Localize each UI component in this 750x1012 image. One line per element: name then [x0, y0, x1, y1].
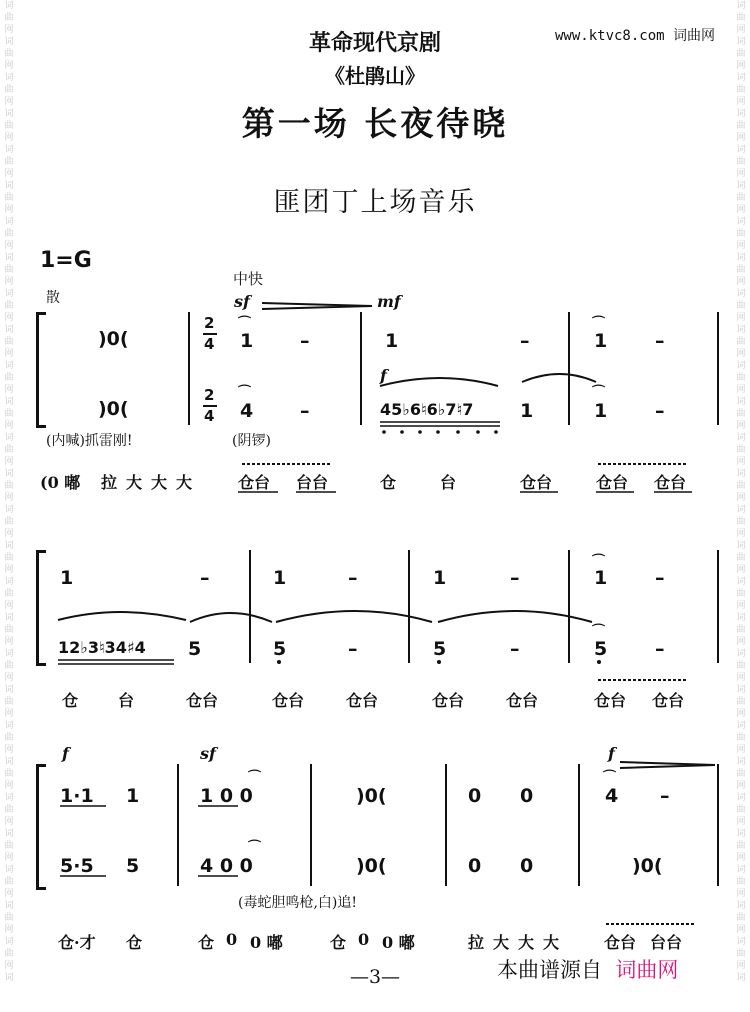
watermark-char: 网 [736, 745, 746, 755]
perc: 仓台 [594, 691, 627, 710]
perc: 大 [518, 933, 535, 952]
slur [380, 378, 498, 386]
watermark-char: 网 [4, 565, 14, 575]
watermark-char: 词 [736, 325, 746, 335]
watermark-char: 网 [4, 817, 14, 827]
watermark-char: 网 [736, 601, 746, 611]
crescendo-hairpin [262, 303, 372, 309]
watermark-char: 词 [4, 325, 14, 335]
watermark-char: 曲 [4, 337, 14, 347]
note: 1 [240, 330, 254, 352]
slur [58, 612, 186, 620]
watermark-char: 网 [736, 889, 746, 899]
watermark-char: 曲 [736, 517, 746, 527]
watermark-char: 曲 [4, 517, 14, 527]
note-dash: – [655, 638, 665, 660]
watermark-char: 曲 [4, 445, 14, 455]
watermark-char: 网 [4, 961, 14, 971]
source-text: 本曲谱源自 [497, 958, 602, 982]
watermark-char: 曲 [736, 49, 746, 59]
watermark-char: 曲 [736, 697, 746, 707]
watermark-char: 网 [736, 421, 746, 431]
watermark-char: 词 [736, 253, 746, 263]
watermark-char: 词 [736, 109, 746, 119]
watermark-char: 词 [4, 253, 14, 263]
watermark-char: 曲 [4, 661, 14, 671]
watermark-char: 词 [736, 901, 746, 911]
watermark-char: 网 [4, 133, 14, 143]
watermark-char: 曲 [736, 805, 746, 815]
perc: 仓台 [186, 691, 219, 710]
watermark-char: 词 [736, 865, 746, 875]
fermata-icon: ⌒ [238, 316, 252, 331]
note: 5 [188, 638, 202, 660]
slur [522, 374, 596, 382]
note: 0 [520, 785, 534, 807]
perc: 台台 [296, 473, 329, 492]
watermark-char: 网 [736, 529, 746, 539]
watermark-char: 网 [736, 169, 746, 179]
note: 1 [594, 400, 608, 422]
watermark-char: 词 [4, 829, 14, 839]
note: 1 [385, 330, 399, 352]
note: 1 [520, 400, 534, 422]
watermark-char: 曲 [736, 913, 746, 923]
watermark-char: 词 [736, 793, 746, 803]
watermark-char: 网 [4, 853, 14, 863]
watermark-char: 词 [4, 649, 14, 659]
watermark-char: 词 [4, 865, 14, 875]
watermark-char: 曲 [736, 625, 746, 635]
note: 5·5 [60, 855, 94, 877]
watermark-char: 曲 [736, 121, 746, 131]
watermark-char: 词 [736, 217, 746, 227]
shout-text: (毒蛇胆鸣枪,白)追! [238, 895, 357, 911]
fermata-icon: ⌒ [592, 624, 606, 639]
note-dash: – [200, 567, 210, 589]
slur [190, 613, 272, 622]
watermark-char: 网 [736, 853, 746, 863]
key-signature: 1=G [40, 248, 92, 273]
watermark-char: 曲 [4, 373, 14, 383]
rest-marking: )0( [632, 855, 663, 877]
note-dash: – [520, 330, 530, 352]
perc: 大 [151, 473, 168, 492]
watermark-char: 词 [4, 289, 14, 299]
perc: 拉 [101, 473, 118, 492]
genre-title: 革命现代京剧 [308, 30, 441, 56]
watermark-char: 网 [4, 601, 14, 611]
watermark-char: 词 [4, 577, 14, 587]
watermark-char: 词 [4, 937, 14, 947]
page-number: —3— [349, 966, 401, 988]
watermark-char: 曲 [736, 85, 746, 95]
watermark-char: 网 [4, 637, 14, 647]
fermata-icon: ⌒ [592, 316, 606, 331]
perc: 0 [226, 930, 238, 949]
watermark-char: 曲 [4, 409, 14, 419]
note: 5 [126, 855, 140, 877]
piece-title: 匪团丁上场音乐 [273, 187, 477, 218]
watermark-char: 网 [4, 169, 14, 179]
watermark-char: 曲 [4, 481, 14, 491]
note-dash: – [655, 330, 665, 352]
note-run: 45♭6♮6♭7♮7 [380, 400, 474, 419]
perc: 台 [440, 473, 457, 492]
watermark-char: 网 [4, 493, 14, 503]
watermark-char: 词 [736, 829, 746, 839]
rest-marking: )0( [98, 398, 129, 420]
watermark-char: 词 [4, 721, 14, 731]
watermark-char: 网 [4, 313, 14, 323]
time-sig-bottom: 4 [204, 335, 215, 353]
watermark-char: 词 [736, 973, 746, 983]
free-time-marking: 散 [46, 290, 60, 306]
watermark-char: 曲 [736, 157, 746, 167]
watermark-char: 网 [4, 421, 14, 431]
note: 0 [468, 855, 482, 877]
crescendo-hairpin [620, 762, 715, 768]
watermark-char: 曲 [4, 697, 14, 707]
watermark-char: 网 [4, 205, 14, 215]
perc: 台 [118, 691, 135, 710]
note-dash: – [655, 567, 665, 589]
slur [438, 611, 592, 622]
note: 0 [468, 785, 482, 807]
watermark-char: 曲 [4, 769, 14, 779]
perc: 仓·才 [58, 933, 96, 952]
watermark-char: 网 [736, 97, 746, 107]
watermark-char: 曲 [736, 301, 746, 311]
watermark-char: 网 [4, 241, 14, 251]
watermark-char: 网 [736, 673, 746, 683]
watermark-char: 曲 [4, 913, 14, 923]
watermark-char: 网 [736, 817, 746, 827]
watermark-char: 网 [736, 961, 746, 971]
note-dash: – [510, 638, 520, 660]
perc: 大 [493, 933, 510, 952]
watermark-char: 曲 [736, 409, 746, 419]
perc: (0 嘟 [40, 473, 81, 492]
dynamic-mf: mf [377, 292, 401, 311]
watermark-char: 网 [4, 745, 14, 755]
perc: 仓台 [346, 691, 379, 710]
watermark-char: 词 [4, 469, 14, 479]
watermark-char: 词 [4, 109, 14, 119]
watermark-char: 词 [736, 361, 746, 371]
perc: 仓台 [238, 473, 271, 492]
watermark-char: 曲 [4, 229, 14, 239]
watermark-char: 词 [736, 757, 746, 767]
watermark-char: 网 [4, 709, 14, 719]
watermark-char: 曲 [4, 589, 14, 599]
watermark-char: 网 [4, 781, 14, 791]
watermark-char: 词 [4, 757, 14, 767]
note: 1 [126, 785, 140, 807]
watermark-char: 词 [736, 721, 746, 731]
watermark-char: 词 [736, 289, 746, 299]
watermark-char: 曲 [4, 157, 14, 167]
tempo-marking: 中快 [233, 270, 264, 288]
perc: 仓台 [520, 473, 553, 492]
watermark-char: 词 [736, 37, 746, 47]
fermata-icon: ⌒ [592, 554, 606, 569]
note: 1 [60, 567, 74, 589]
perc: 0 嘟 [382, 933, 415, 952]
perc: 仓 [330, 933, 347, 952]
perc: 大 [126, 473, 143, 492]
watermark-char: 词 [736, 73, 746, 83]
watermark-char: 词 [4, 73, 14, 83]
source-credit [497, 954, 678, 984]
watermark-char: 曲 [4, 49, 14, 59]
watermark-char: 词 [4, 901, 14, 911]
watermark-char: 网 [736, 349, 746, 359]
note: 1 [594, 567, 608, 589]
watermark-char: 曲 [736, 553, 746, 563]
watermark-char: 网 [736, 277, 746, 287]
watermark-char: 网 [4, 889, 14, 899]
watermark-char: 曲 [736, 373, 746, 383]
source-brand: 词曲网 [615, 958, 679, 982]
dynamic-sf: sf [234, 292, 250, 311]
note: 1 [273, 567, 287, 589]
watermark-char: 曲 [736, 193, 746, 203]
watermark-char: 网 [736, 61, 746, 71]
watermark-char: 曲 [4, 625, 14, 635]
watermark-char: 词 [4, 37, 14, 47]
watermark-char: 曲 [736, 337, 746, 347]
watermark-char: 曲 [736, 733, 746, 743]
dynamic-f: f [380, 366, 387, 385]
watermark-char: 曲 [4, 265, 14, 275]
watermark-char: 网 [736, 637, 746, 647]
watermark-char: 网 [4, 97, 14, 107]
note-dash: – [510, 567, 520, 589]
scene-title: 第一场 长夜待晓 [241, 104, 509, 143]
watermark-char: 曲 [736, 661, 746, 671]
perc: 仓 [198, 933, 215, 952]
watermark-char: 曲 [4, 841, 14, 851]
watermark-char: 词 [736, 181, 746, 191]
watermark-char: 曲 [736, 949, 746, 959]
watermark-char: 词 [4, 685, 14, 695]
perc: 0 嘟 [250, 933, 283, 952]
perc: 仓台 [432, 691, 465, 710]
perc: 大 [176, 473, 193, 492]
note-run: 12♭3♮34♯4 [58, 638, 146, 657]
note-dash: – [660, 785, 670, 807]
rest-marking: )0( [356, 785, 387, 807]
watermark-char: 曲 [736, 841, 746, 851]
shout-text: (内喊)抓雷刚! [46, 433, 133, 449]
perc: 仓 [380, 473, 397, 492]
watermark-char: 网 [736, 709, 746, 719]
watermark-char: 网 [4, 349, 14, 359]
note: 1 0 0 [200, 785, 253, 807]
watermark-char: 曲 [4, 85, 14, 95]
watermark-char: 网 [4, 457, 14, 467]
watermark-char: 网 [736, 457, 746, 467]
watermark-char: 词 [4, 397, 14, 407]
watermark-char: 词 [4, 541, 14, 551]
watermark-char: 词 [4, 181, 14, 191]
perc: 仓 [62, 691, 79, 710]
watermark-char: 词 [736, 649, 746, 659]
watermark-char: 词 [4, 361, 14, 371]
watermark-char: 网 [736, 25, 746, 35]
watermark-char: 词 [736, 685, 746, 695]
watermark-char: 曲 [4, 733, 14, 743]
dynamic-f: f [608, 744, 615, 763]
watermark-char: 词 [736, 433, 746, 443]
watermark-char: 词 [4, 613, 14, 623]
watermark-char: 曲 [736, 265, 746, 275]
watermark-char: 网 [736, 781, 746, 791]
rest-marking: )0( [356, 855, 387, 877]
watermark-char: 曲 [736, 445, 746, 455]
note: 4 [605, 785, 619, 807]
watermark-char: 词 [4, 145, 14, 155]
note-dash: – [300, 400, 310, 422]
watermark-char: 曲 [4, 877, 14, 887]
watermark-char: 网 [736, 241, 746, 251]
watermark-char: 词 [4, 433, 14, 443]
watermark-char: 词 [736, 937, 746, 947]
watermark-char: 网 [736, 133, 746, 143]
perc: 仓台 [596, 473, 629, 492]
watermark-char: 词 [736, 577, 746, 587]
note-dash: – [348, 638, 358, 660]
perc: 拉 [468, 933, 485, 952]
perc: 仓台 [272, 691, 305, 710]
watermark-char: 网 [736, 565, 746, 575]
watermark-char: 曲 [4, 121, 14, 131]
watermark-char: 曲 [4, 805, 14, 815]
watermark-char: 词 [4, 505, 14, 515]
time-sig-top: 2 [204, 314, 215, 332]
watermark-char: 曲 [4, 949, 14, 959]
watermark-char: 词 [736, 1, 746, 11]
note: 1·1 [60, 785, 94, 807]
watermark-char: 词 [4, 793, 14, 803]
perc: 台台 [650, 933, 683, 952]
opera-title: 《杜鹃山》 [325, 64, 425, 88]
watermark-char: 网 [736, 385, 746, 395]
watermark-char: 曲 [4, 301, 14, 311]
dynamic-f: f [62, 744, 69, 763]
perc: 仓台 [506, 691, 539, 710]
watermark-char: 曲 [736, 769, 746, 779]
watermark-char: 词 [736, 145, 746, 155]
note: 1 [433, 567, 447, 589]
note: 4 [240, 400, 254, 422]
note: 5 [594, 638, 608, 660]
fermata-icon: ⌒ [248, 840, 262, 855]
watermark-char: 网 [736, 205, 746, 215]
watermark-char: 网 [736, 925, 746, 935]
watermark-char: 网 [4, 385, 14, 395]
fermata-icon: ⌒ [238, 385, 252, 400]
note: 1 [594, 330, 608, 352]
perc: 大 [543, 933, 560, 952]
watermark-char: 词 [736, 397, 746, 407]
watermark-char: 曲 [4, 13, 14, 23]
watermark-char: 曲 [736, 13, 746, 23]
watermark-char: 网 [736, 313, 746, 323]
fermata-icon: ⌒ [248, 770, 262, 785]
perc: 仓台 [604, 933, 637, 952]
watermark-char: 词 [736, 613, 746, 623]
watermark-char: 网 [4, 673, 14, 683]
watermark-char: 网 [4, 529, 14, 539]
watermark-char: 曲 [736, 877, 746, 887]
watermark-char: 网 [4, 277, 14, 287]
watermark-char: 网 [736, 493, 746, 503]
watermark-char: 曲 [736, 481, 746, 491]
gong-text: (阴锣) [232, 433, 271, 449]
time-sig-bottom: 4 [204, 407, 215, 425]
fermata-icon: ⌒ [592, 385, 606, 400]
slur [276, 611, 432, 622]
watermark-char: 词 [4, 1, 14, 11]
watermark-char: 曲 [736, 229, 746, 239]
watermark-char: 词 [4, 217, 14, 227]
note-dash: – [300, 330, 310, 352]
watermark-char: 词 [4, 973, 14, 983]
note: 4 0 0 [200, 855, 253, 877]
perc: 0 [358, 930, 370, 949]
note: 0 [520, 855, 534, 877]
watermark-char: 曲 [736, 589, 746, 599]
watermark-char: 曲 [4, 553, 14, 563]
perc: 仓台 [652, 691, 685, 710]
note-dash: – [348, 567, 358, 589]
fermata-icon: ⌒ [603, 770, 617, 785]
watermark-char: 词 [736, 505, 746, 515]
note: 5 [433, 638, 447, 660]
watermark-char: 词 [736, 469, 746, 479]
watermark-char: 曲 [4, 193, 14, 203]
perc: 仓 [126, 933, 143, 952]
time-sig-top: 2 [204, 386, 215, 404]
rest-marking: )0( [98, 328, 129, 350]
note-dash: – [655, 400, 665, 422]
dynamic-sf: sf [200, 744, 216, 763]
watermark-char: 词 [736, 541, 746, 551]
site-watermark: www.ktvc8.com 词曲网 [555, 28, 716, 44]
watermark-char: 网 [4, 61, 14, 71]
note: 5 [273, 638, 287, 660]
watermark-char: 网 [4, 25, 14, 35]
perc: 仓台 [654, 473, 687, 492]
watermark-char: 网 [4, 925, 14, 935]
